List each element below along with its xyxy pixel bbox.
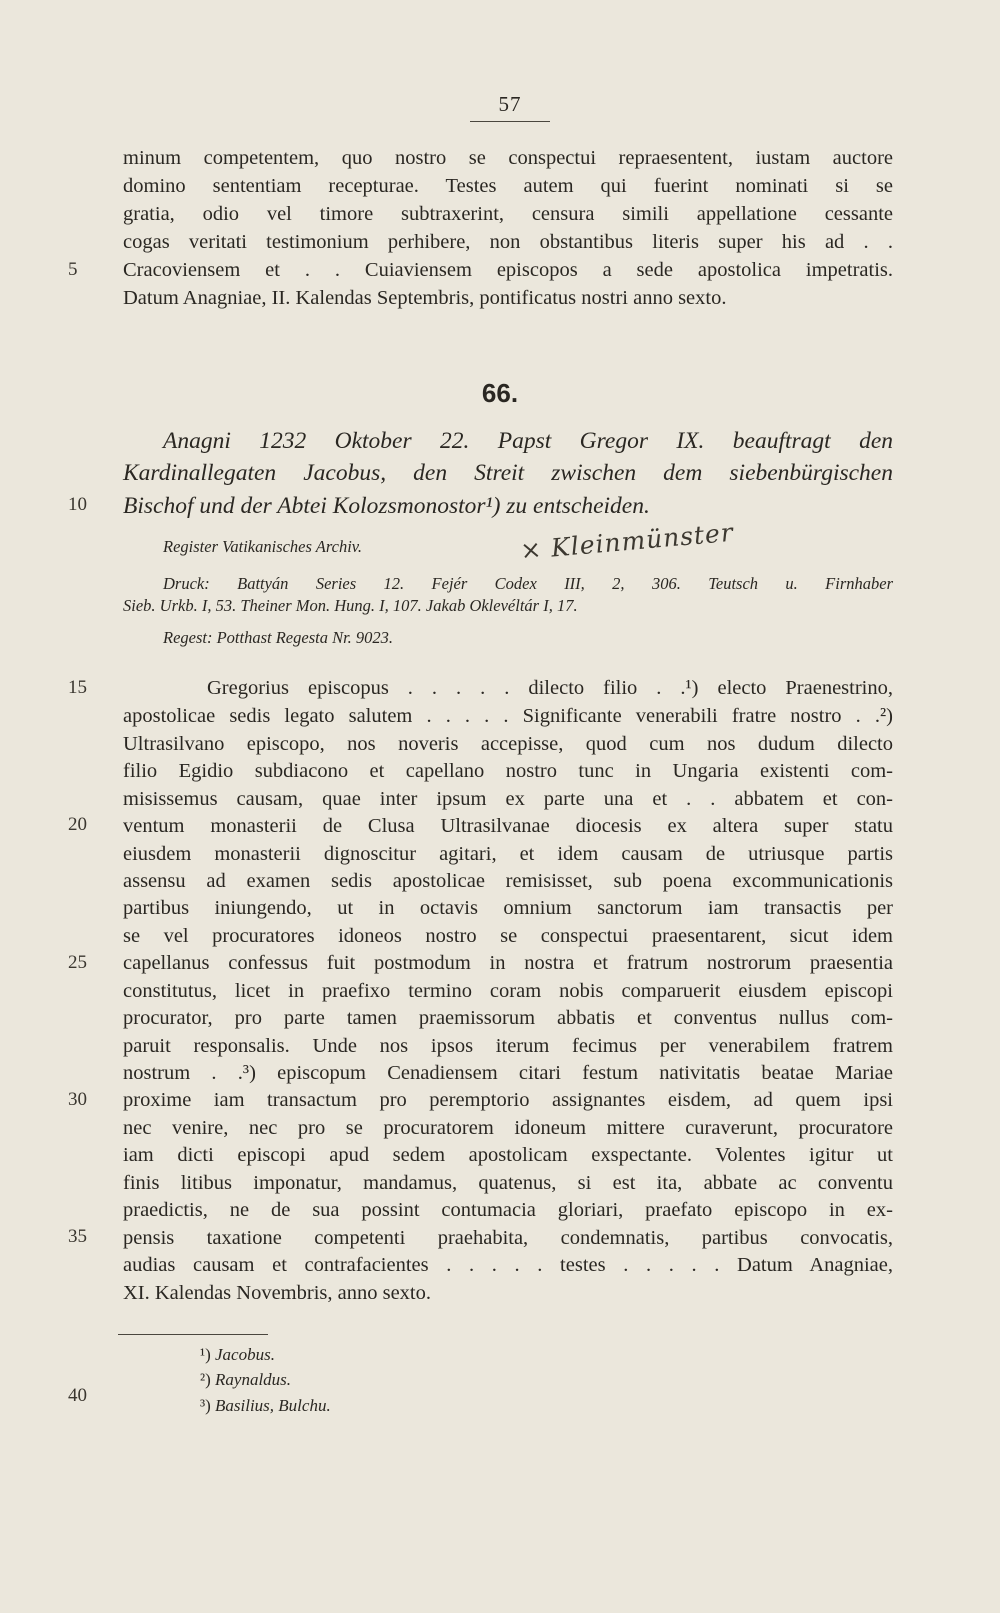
footnote	[200, 1369, 291, 1391]
document-heading-line: Anagni 1232 Oktober 22. Papst Gregor IX. beauftragt den	[163, 428, 893, 454]
body-line: XI. Kalendas Novembris, anno sexto.	[123, 1282, 432, 1304]
body-line: partibus iniungendo, ut in octavis omnium sanctorum iam transactis per	[123, 897, 893, 919]
intro-line: Cracoviensem et . . Cuiaviensem episcopos a sede apostolica impetratis.	[123, 259, 893, 281]
intro-line: cogas veritati testimonium perhibere, non obstantibus literis super his ad . .	[123, 231, 893, 253]
document-heading-line: Kardinallegaten Jacobus, den Streit zwischen dem siebenbürgischen	[123, 460, 893, 486]
register-source: Register Vatikanisches Archiv.	[163, 537, 363, 556]
page-number: 57	[498, 92, 522, 116]
body-line: nec venire, nec pro se procuratorem idoneum mittere curaverunt, procuratore	[123, 1117, 893, 1139]
footnote-text: Jacobus.	[215, 1345, 275, 1364]
footnote-mark: ²)	[200, 1370, 211, 1389]
line-number: 35	[68, 1226, 87, 1247]
footnote	[200, 1344, 275, 1366]
body-line: Gregorius episcopus . . . . . dilecto filio . .¹) electo Praenestrino,	[207, 677, 893, 699]
footnote	[200, 1395, 331, 1417]
line-number: 30	[68, 1089, 87, 1110]
body-line: ventum monasterii de Clusa Ultrasilvanae diocesis ex altera super statu	[123, 815, 893, 837]
druck-line: Druck: Battyán Series 12. Fejér Codex III, 2, 306. Teutsch u. Firnhaber	[163, 574, 893, 593]
footnote-mark: ¹)	[200, 1345, 211, 1364]
druck-line: Sieb. Urkb. I, 53. Theiner Mon. Hung. I, 107. Jakab Oklevéltár I, 17.	[123, 596, 578, 615]
intro-line: gratia, odio vel timore subtraxerint, censura simili appellatione cessante	[123, 203, 893, 225]
line-number: 10	[68, 494, 87, 515]
body-line: procurator, pro parte tamen praemissorum abbatis et conventus nullus com-	[123, 1007, 893, 1029]
body-line: assensu ad examen sedis apostolicae remisisset, sub poena excommunicationis	[123, 870, 893, 892]
footnote-text: Basilius, Bulchu.	[215, 1396, 331, 1415]
body-line: capellanus confessus fuit postmodum in nostra et fratrum nostrorum praesentia	[123, 952, 893, 974]
line-number: 5	[68, 259, 78, 280]
body-line: eiusdem monasterii dignoscitur agitari, et idem causam de utriusque partis	[123, 843, 893, 865]
footnote-mark: ³)	[200, 1396, 211, 1415]
intro-line: domino sententiam recepturae. Testes autem qui fuerint nominati si se	[123, 175, 893, 197]
body-line: praedictis, ne de sua possint contumacia gloriari, praefato episcopo in ex-	[123, 1199, 893, 1221]
regest-source: Regest: Potthast Regesta Nr. 9023.	[163, 628, 394, 647]
body-line: pensis taxatione competenti praehabita, condemnatis, partibus convocatis,	[123, 1227, 893, 1249]
page-number-rule	[470, 121, 550, 122]
body-line: constitutus, licet in praefixo termino coram nobis comparuerit eiusdem episcopi	[123, 980, 893, 1002]
body-line: misissemus causam, quae inter ipsum ex parte una et . . abbatem et con-	[123, 788, 893, 810]
line-number: 15	[68, 677, 87, 698]
handwritten-note: × Kleinmünster	[519, 517, 735, 566]
document-heading-line: Bischof und der Abtei Kolozsmonostor¹) zu entscheiden.	[123, 493, 650, 519]
intro-line: Datum Anagniae, II. Kalendas Septembris, pontificatus nostri anno sexto.	[123, 287, 727, 309]
body-line: paruit responsalis. Unde nos ipsos iterum fecimus per venerabilem fratrem	[123, 1035, 893, 1057]
line-number: 25	[68, 952, 87, 973]
body-line: filio Egidio subdiacono et capellano nostro tunc in Ungaria existenti com-	[123, 760, 893, 782]
body-line: se vel procuratores idoneos nostro se conspectui praesentarent, sicut idem	[123, 925, 893, 947]
footnote-rule	[118, 1334, 268, 1335]
body-line: iam dicti episcopi apud sedem apostolicam exspectante. Volentes igitur ut	[123, 1144, 893, 1166]
body-line: proxime iam transactum pro peremptorio assignantes eisdem, ad quem ipsi	[123, 1089, 893, 1111]
body-line: Ultrasilvano episcopo, nos noveris accepisse, quod cum nos dudum dilecto	[123, 733, 893, 755]
line-number: 40	[68, 1385, 87, 1406]
body-line: finis litibus imponatur, mandamus, quatenus, si est ita, abbate ac conventu	[123, 1172, 893, 1194]
document-number: 66.	[481, 378, 519, 408]
intro-line: minum competentem, quo nostro se conspectui repraesentent, iustam auctore	[123, 147, 893, 169]
footnote-text: Raynaldus.	[215, 1370, 292, 1389]
body-line: audias causam et contrafacientes . . . . . testes . . . . . Datum Anagniae,	[123, 1254, 893, 1276]
body-line: nostrum . .³) episcopum Cenadiensem citari festum nativitatis beatae Mariae	[123, 1062, 893, 1084]
body-line: apostolicae sedis legato salutem . . . . . Significante venerabili fratre nostro . .²)	[123, 705, 893, 727]
line-number: 20	[68, 814, 87, 835]
